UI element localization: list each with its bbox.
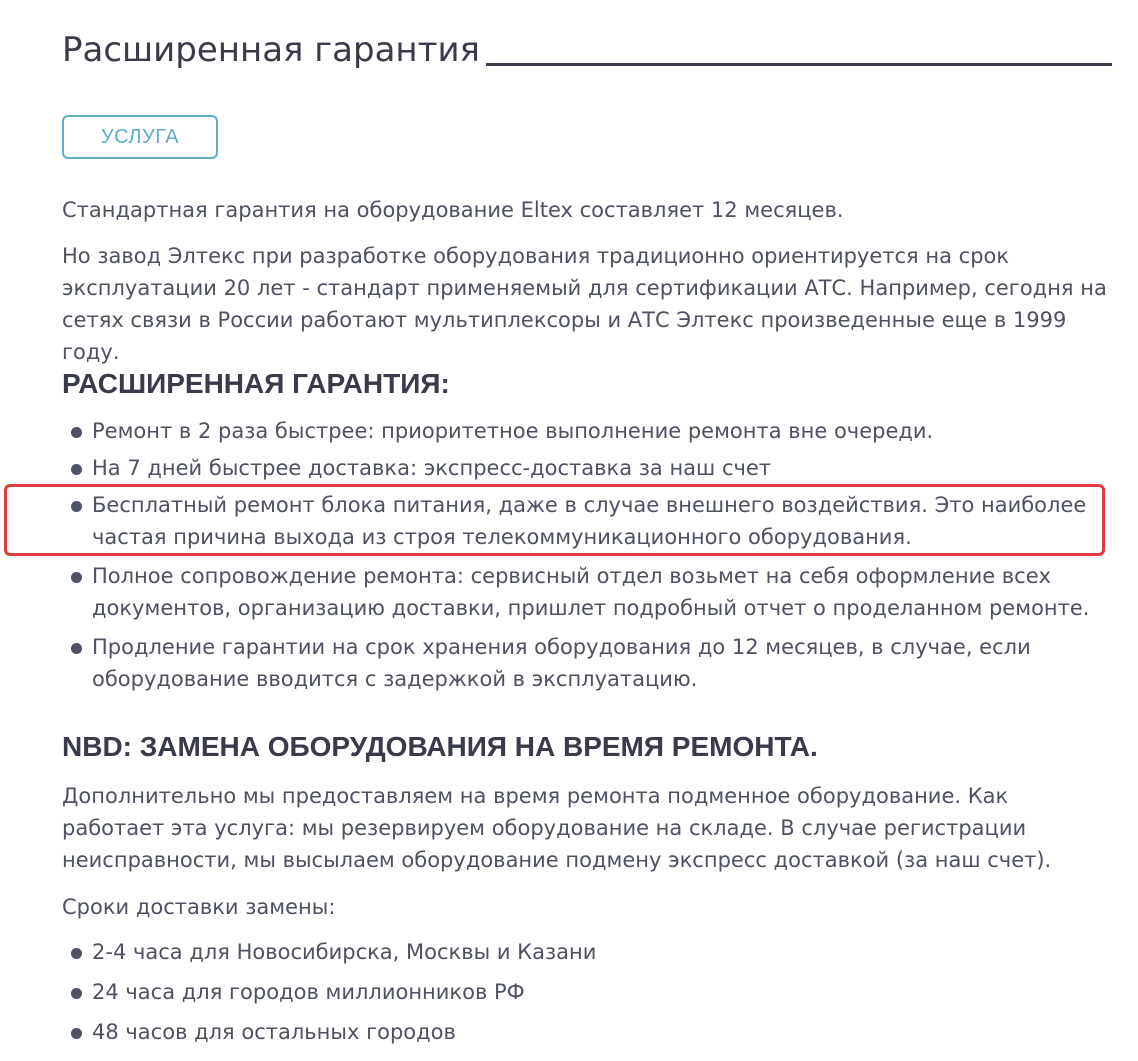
bullet-icon: [71, 464, 82, 475]
intro-paragraph-1: Стандартная гарантия на оборудование Eltex составляет 12 месяцев.: [62, 198, 844, 222]
bullet-icon: [71, 948, 82, 959]
highlight-annotation-box: [4, 484, 1105, 556]
list-item-text: 2-4 часа для Новосибирска, Москвы и Казани: [92, 940, 597, 964]
title-underline: [486, 63, 1112, 66]
extended-warranty-heading: РАСШИРЕННАЯ ГАРАНТИЯ:: [62, 368, 450, 399]
nbd-heading: NBD: ЗАМЕНА ОБОРУДОВАНИЯ НА ВРЕМЯ РЕМОНТА.: [62, 731, 818, 762]
bullet-icon: [71, 988, 82, 999]
list-item: [62, 415, 1114, 447]
list-item-text: Продление гарантии на срок хранения оборудования до 12 месяцев, в случае, если оборудование вводится с задержкой в эксплуатацию.: [92, 635, 1031, 691]
list-item: [62, 976, 1114, 1008]
bullet-icon: [71, 572, 82, 583]
list-item-text: Ремонт в 2 раза быстрее: приоритетное выполнение ремонта вне очереди.: [92, 419, 934, 443]
list-item-text: Бесплатный ремонт блока питания, даже в случае внешнего воздействия. Это наиболее частая причина выхода из строя телекоммуникационного оборудования.: [92, 493, 1087, 549]
service-tag-button[interactable]: УСЛУГА: [62, 115, 218, 159]
intro-paragraph-2: Но завод Элтекс при разработке оборудования традиционно ориентируется на срок эксплуатации 20 лет - стандарт применяемый для сертификации АТС. Например, сегодня на сетях связи в России работают мультиплексоры и АТС Элтекс произведенные еще в 1999 году.: [62, 244, 1107, 364]
bullet-icon: [71, 643, 82, 654]
list-item-text: 24 часа для городов миллионников РФ: [92, 980, 525, 1004]
list-item: [62, 936, 1114, 968]
delivery-terms-label: Сроки доставки замены:: [62, 895, 336, 919]
title-row: [62, 28, 1112, 74]
list-item-text: Полное сопровождение ремонта: сервисный отдел возьмет на себя оформление всех документов, организацию доставки, пришлет подробный отчет о проделанном ремонте.: [92, 564, 1090, 620]
list-item-text: На 7 дней быстрее доставка: экспресс-доставка за наш счет: [92, 456, 772, 480]
list-item: [62, 560, 1114, 624]
bullet-icon: [71, 427, 82, 438]
list-item: [62, 452, 1114, 484]
list-item: [62, 631, 1114, 695]
list-item: [62, 1016, 1114, 1048]
bullet-icon: [71, 1028, 82, 1039]
page-title: Расширенная гарантия: [62, 30, 480, 70]
delivery-terms-list: [62, 936, 1114, 1048]
nbd-paragraph: Дополнительно мы предоставляем на время ремонта подменное оборудование. Как работает эта услуга: мы резервируем оборудование на складе. В случае регистрации неисправности, мы высылаем оборудование подмену экспресс доставкой (за наш счет).: [62, 784, 1052, 872]
list-item-text: 48 часов для остальных городов: [92, 1020, 456, 1044]
